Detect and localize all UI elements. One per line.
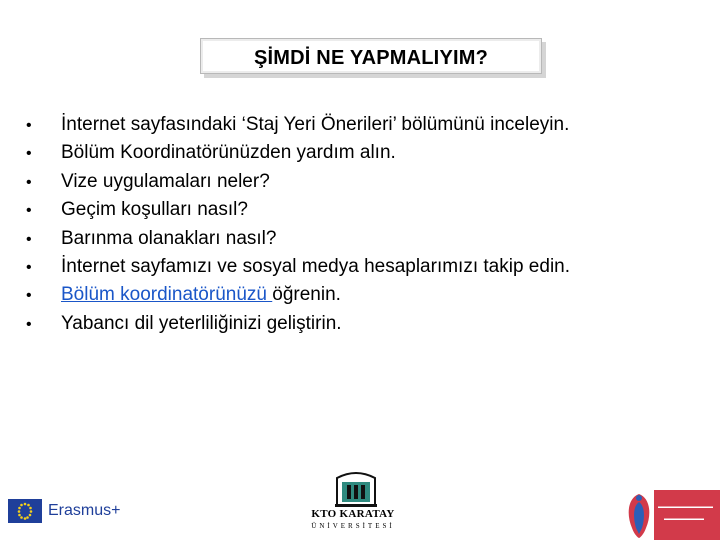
list-item-text: Vize uygulamaları neler? — [61, 170, 270, 192]
list-item — [26, 168, 706, 196]
list-item-text: Barınma olanakları nasıl? — [61, 227, 277, 249]
slide-title: ŞİMDİ NE YAPMALIYIM? — [253, 46, 489, 69]
national-agency-logo — [624, 488, 720, 540]
list-item — [26, 111, 706, 139]
list-item-text: İnternet sayfasındaki ‘Staj Yeri Önerileri’ bölümünü inceleyin. — [61, 114, 570, 135]
list-item-text: Geçim koşulları nasıl? — [61, 199, 248, 221]
title-box — [200, 38, 542, 74]
bullet-icon: • — [26, 117, 32, 134]
list-item-text: Yabancı dil yeterliliğinizi geliştirin. — [61, 312, 342, 334]
erasmus-label: Erasmus+ — [48, 502, 121, 519]
national-agency-banner — [654, 490, 720, 540]
bullet-list — [26, 111, 706, 338]
bullet-icon: • — [26, 173, 32, 191]
list-item — [26, 281, 706, 309]
list-item-text: öğrenin. — [272, 284, 341, 306]
list-item — [26, 310, 706, 338]
bullet-icon: • — [26, 202, 32, 220]
turkish-national-agency-logo — [624, 488, 654, 540]
list-item — [26, 253, 706, 281]
eu-flag-icon — [8, 499, 42, 523]
list-item-text: Bölüm Koordinatörünüzden yardım alın. — [61, 142, 396, 164]
list-item-text: İnternet sayfamızı ve sosyal medya hesaplarımızı takip edin. — [61, 255, 571, 277]
national-agency-line: ▬▬▬▬▬▬▬▬ — [664, 516, 704, 522]
national-agency-line: ▬▬▬▬▬▬▬▬▬▬▬ — [658, 504, 713, 510]
bullet-icon: • — [26, 230, 32, 248]
kto-karatay-logo — [303, 470, 403, 532]
list-item — [26, 225, 706, 253]
bullet-icon: • — [26, 315, 32, 333]
kto-subtitle: ÜNİVERSİTESİ — [311, 522, 395, 530]
bullet-icon: • — [26, 145, 32, 163]
bullet-icon: • — [26, 258, 32, 276]
bullet-icon: • — [26, 287, 32, 305]
kto-building-logo — [333, 470, 379, 508]
kto-name: KTO KARATAY — [311, 508, 395, 520]
erasmus-logo — [8, 497, 120, 525]
coordinator-link[interactable]: Bölüm koordinatörünüzü — [61, 284, 273, 306]
list-item — [26, 139, 706, 167]
list-item — [26, 196, 706, 224]
